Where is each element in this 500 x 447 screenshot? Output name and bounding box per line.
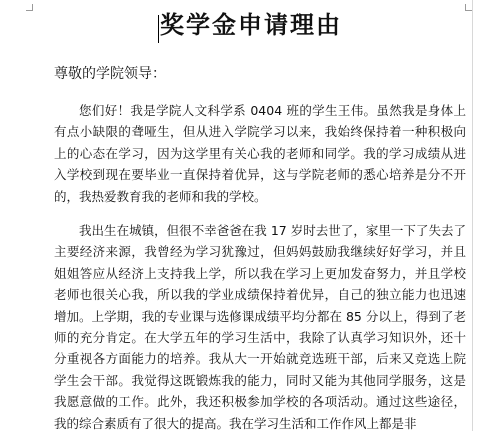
page-right-edge: [472, 0, 473, 431]
text-cursor: [158, 15, 159, 43]
paragraph-1[interactable]: 您们好！我是学院人文科学系 0404 班的学生王伟。虽然我是身体上有点小缺限的聋哑生，但从进入学院学习以来，我始终保持着一种积极向上的心态在学习，因为这学里有关心我的老师和同学。我的学习成绩从进入学校到现在要毕业一直保持着优异，这与学院老师的悉心培养是分不开的，我热爱教育我的老师和我的学校。: [54, 103, 466, 204]
document-title[interactable]: 奖学金申请理由: [160, 11, 342, 39]
title-block: [0, 8, 500, 43]
document-body[interactable]: [54, 100, 466, 447]
salutation[interactable]: 尊敬的学院领导：: [54, 66, 166, 82]
paragraph-2[interactable]: 我出生在城镇，但很不幸爸爸在我 17 岁时去世了，家里一下了失去了主要经济来源，我曾经为学习犹豫过，但妈妈鼓励我继续好好学习，并且姐姐答应从经济上支持我上学，所以我在学习上更加发奋努力，并且学校老师也很关心我，所以我的学业成绩保持着优异，自己的独立能力也迅速增加。上学期，我的专业课与选修课成绩平均分都在 85 分以上，得到了老师的充分肯定。在大学五年的学习生活中，我除了认真学习知识外，还十分重视各方面能力的培养。我从大一开始就竞选班干部，后来又竞选上院学生会干部。我觉得这既锻炼我的能力，同时又能为其他同学服务，这是我愿意做的工作。此外，我还积极参加学校的各项活动。通过这些途径，我的综合素质有了很大的提高。我在学习生活和工作作风上都是非: [54, 223, 466, 431]
